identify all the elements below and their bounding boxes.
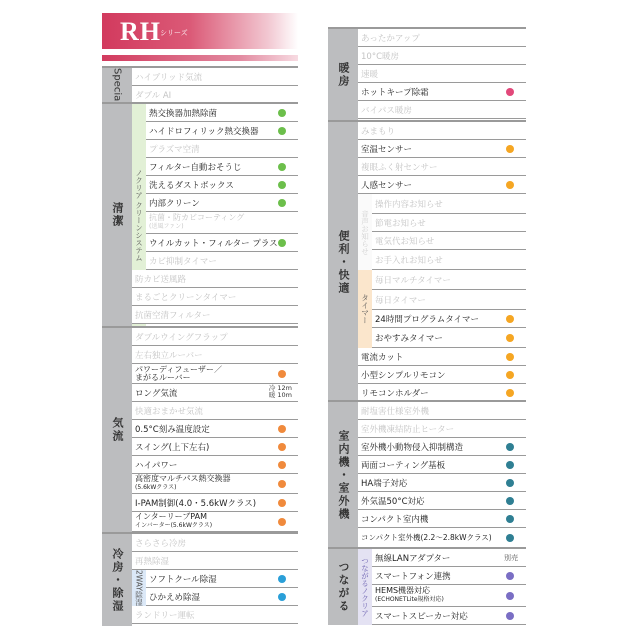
feature-row: おやすみタイマー [372, 328, 526, 348]
series-header [102, 13, 298, 57]
sublabel-timer: タイマー [358, 270, 372, 348]
feature-row: ダブルウイングフラップ [132, 328, 298, 346]
sublabel-voice-notice: 音声お知らせ [358, 194, 372, 270]
feature-row: お手入れお知らせ [372, 250, 526, 270]
sublabel-2way: 2WAY除湿 [132, 570, 146, 606]
feature-row: 電気代お知らせ [372, 232, 526, 250]
teal-dot-icon [506, 479, 514, 487]
feature-row: ホットキープ除霜 [358, 83, 526, 101]
feature-row: ロング気流 冷 12m 暖 10m [132, 384, 298, 402]
group-benri [328, 120, 526, 402]
series-subtitle: シリーズ [160, 29, 188, 37]
series-title: RH [120, 17, 161, 46]
green-dot-icon [278, 199, 286, 207]
feature-row: 10°C暖房 [358, 47, 526, 65]
feature-row: ダブル AI [132, 86, 298, 104]
feature-row: 外気温50°C対応 [358, 492, 526, 510]
orange-dot-icon [278, 499, 286, 507]
feature-row: 室温センサー [358, 140, 526, 158]
feature-row: 両面コーティング基板 [358, 456, 526, 474]
long-airflow-range: 冷 12m 暖 10m [268, 384, 292, 399]
green-dot-icon [278, 163, 286, 171]
green-dot-icon [278, 109, 286, 117]
purple-dot-icon [506, 612, 514, 620]
amber-dot-icon [506, 315, 514, 323]
feature-row: 人感センサー [358, 176, 526, 194]
group-label-benri: 便利・快適 [328, 122, 358, 402]
feature-row: 操作内容お知らせ [372, 194, 526, 214]
group-danbo [328, 27, 526, 121]
feature-row: 抗菌・防カビコーティング (送風ファン) [146, 212, 298, 234]
feature-row: プラズマ空清 [146, 140, 298, 158]
sold-separately-note: 別売 [504, 553, 518, 562]
blue-dot-icon [278, 593, 286, 601]
feature-row: ランドリー運転 [132, 606, 298, 624]
group-label-reibo: 冷房・除湿 [102, 534, 132, 626]
group-label-seiketsu: 清潔 [102, 104, 132, 326]
feature-row: 0.5°C刻み温度設定 [132, 420, 298, 438]
feature-row: ウイルカット・フィルター プラス [146, 234, 298, 252]
feature-row: コンパクト室内機 [358, 510, 526, 528]
feature-row: 複眼ふく射センサー [358, 158, 526, 176]
feature-row: みまもり [358, 122, 526, 140]
group-label-shitsugai: 室内機・室外機 [328, 402, 358, 548]
amber-dot-icon [506, 371, 514, 379]
teal-dot-icon [506, 534, 514, 542]
orange-dot-icon [278, 518, 286, 526]
feature-row: 左右独立ルーバー [132, 346, 298, 364]
amber-dot-icon [506, 145, 514, 153]
feature-row: コンパクト室外機(2.2〜2.8kWクラス) [358, 528, 526, 548]
feature-row: 毎日タイマー [372, 290, 526, 310]
amber-dot-icon [506, 181, 514, 189]
feature-row: ひかえめ除湿 [146, 588, 298, 606]
feature-row: 無線LANアダプター 別売 [372, 549, 526, 567]
feature-row: 内部クリーン [146, 194, 298, 212]
header-strip [102, 55, 298, 61]
feature-row: カビ抑制タイマー [146, 252, 298, 270]
feature-row: スマートスピーカー対応 [372, 607, 526, 625]
feature-row: スマートフォン連携 [372, 567, 526, 585]
green-dot-icon [278, 127, 286, 135]
teal-dot-icon [506, 461, 514, 469]
feature-row: HEMS機器対応 (ECHONETLite規格対応) [372, 585, 526, 607]
amber-dot-icon [506, 353, 514, 361]
group-tsunagaru [328, 547, 526, 625]
group-label-kiryu: 気流 [102, 328, 132, 532]
feature-row: リモコンホルダー [358, 384, 526, 402]
feature-row: 防カビ送風路 [132, 270, 298, 288]
group-label-special: Special [102, 68, 132, 104]
teal-dot-icon [506, 497, 514, 505]
group-kiryu [102, 326, 298, 532]
group-reibo [102, 532, 298, 626]
feature-row: 室外機小動物侵入抑制構造 [358, 438, 526, 456]
orange-dot-icon [278, 461, 286, 469]
feature-row: 小型シンプルリモコン [358, 366, 526, 384]
feature-row: 再熱除湿 [132, 552, 298, 570]
feature-row: 節電お知らせ [372, 214, 526, 232]
orange-dot-icon [278, 480, 286, 488]
feature-row: パワーディフューザー／ まがるルーバー [132, 364, 298, 384]
group-seiketsu [102, 102, 298, 326]
feature-row: ハイパワー [132, 456, 298, 474]
feature-row: 抗菌空清フィルター [132, 306, 298, 324]
feature-row: 高密度マルチパス熱交換器 (5.6kWクラス) [132, 474, 298, 494]
sublabel-tsunagaru-nocria: つながるノクリア [358, 549, 372, 625]
feature-row: バイパス暖房 [358, 101, 526, 119]
blue-dot-icon [278, 575, 286, 583]
group-shitsugai [328, 400, 526, 548]
feature-row: 熱交換器加熱除菌 [146, 104, 298, 122]
feature-row: 電流カット [358, 348, 526, 366]
feature-row: 速暖 [358, 65, 526, 83]
group-special [102, 66, 298, 104]
sublabel-nocria-clean: ノクリア クリーンシステム [132, 104, 146, 326]
feature-row: フィルター自動おそうじ [146, 158, 298, 176]
feature-row: 毎日マルチタイマー [372, 270, 526, 290]
group-label-tsunagaru: つながる [328, 549, 358, 625]
feature-row: スイング(上下左右) [132, 438, 298, 456]
teal-dot-icon [506, 443, 514, 451]
feature-row: ハイドロフィリック熱交換器 [146, 122, 298, 140]
purple-dot-icon [506, 592, 514, 600]
group-label-danbo: 暖房 [328, 29, 358, 121]
feature-row: ハイブリッド気流 [132, 68, 298, 86]
feature-row: まるごとクリーンタイマー [132, 288, 298, 306]
feature-row: HA端子対応 [358, 474, 526, 492]
feature-row: 室外機凍結防止ヒーター [358, 420, 526, 438]
feature-row: 快適おまかせ気流 [132, 402, 298, 420]
feature-row: 洗えるダストボックス [146, 176, 298, 194]
amber-dot-icon [506, 389, 514, 397]
feature-row: インターリーブPAM インバーター(5.6kWクラス) [132, 512, 298, 532]
orange-dot-icon [278, 443, 286, 451]
feature-row: I-PAM制御(4.0・5.6kWクラス) [132, 494, 298, 512]
purple-dot-icon [506, 572, 514, 580]
green-dot-icon [278, 181, 286, 189]
feature-row: 24時間プログラムタイマー [372, 310, 526, 328]
feature-row: あったかアップ [358, 29, 526, 47]
feature-row: 耐塩害仕様室外機 [358, 402, 526, 420]
amber-dot-icon [506, 334, 514, 342]
orange-dot-icon [278, 425, 286, 433]
feature-row: ソフトクール除湿 [146, 570, 298, 588]
green-dot-icon [278, 239, 286, 247]
orange-dot-icon [278, 370, 286, 378]
teal-dot-icon [506, 515, 514, 523]
feature-row: さらさら冷房 [132, 534, 298, 552]
pink-dot-icon [506, 88, 514, 96]
